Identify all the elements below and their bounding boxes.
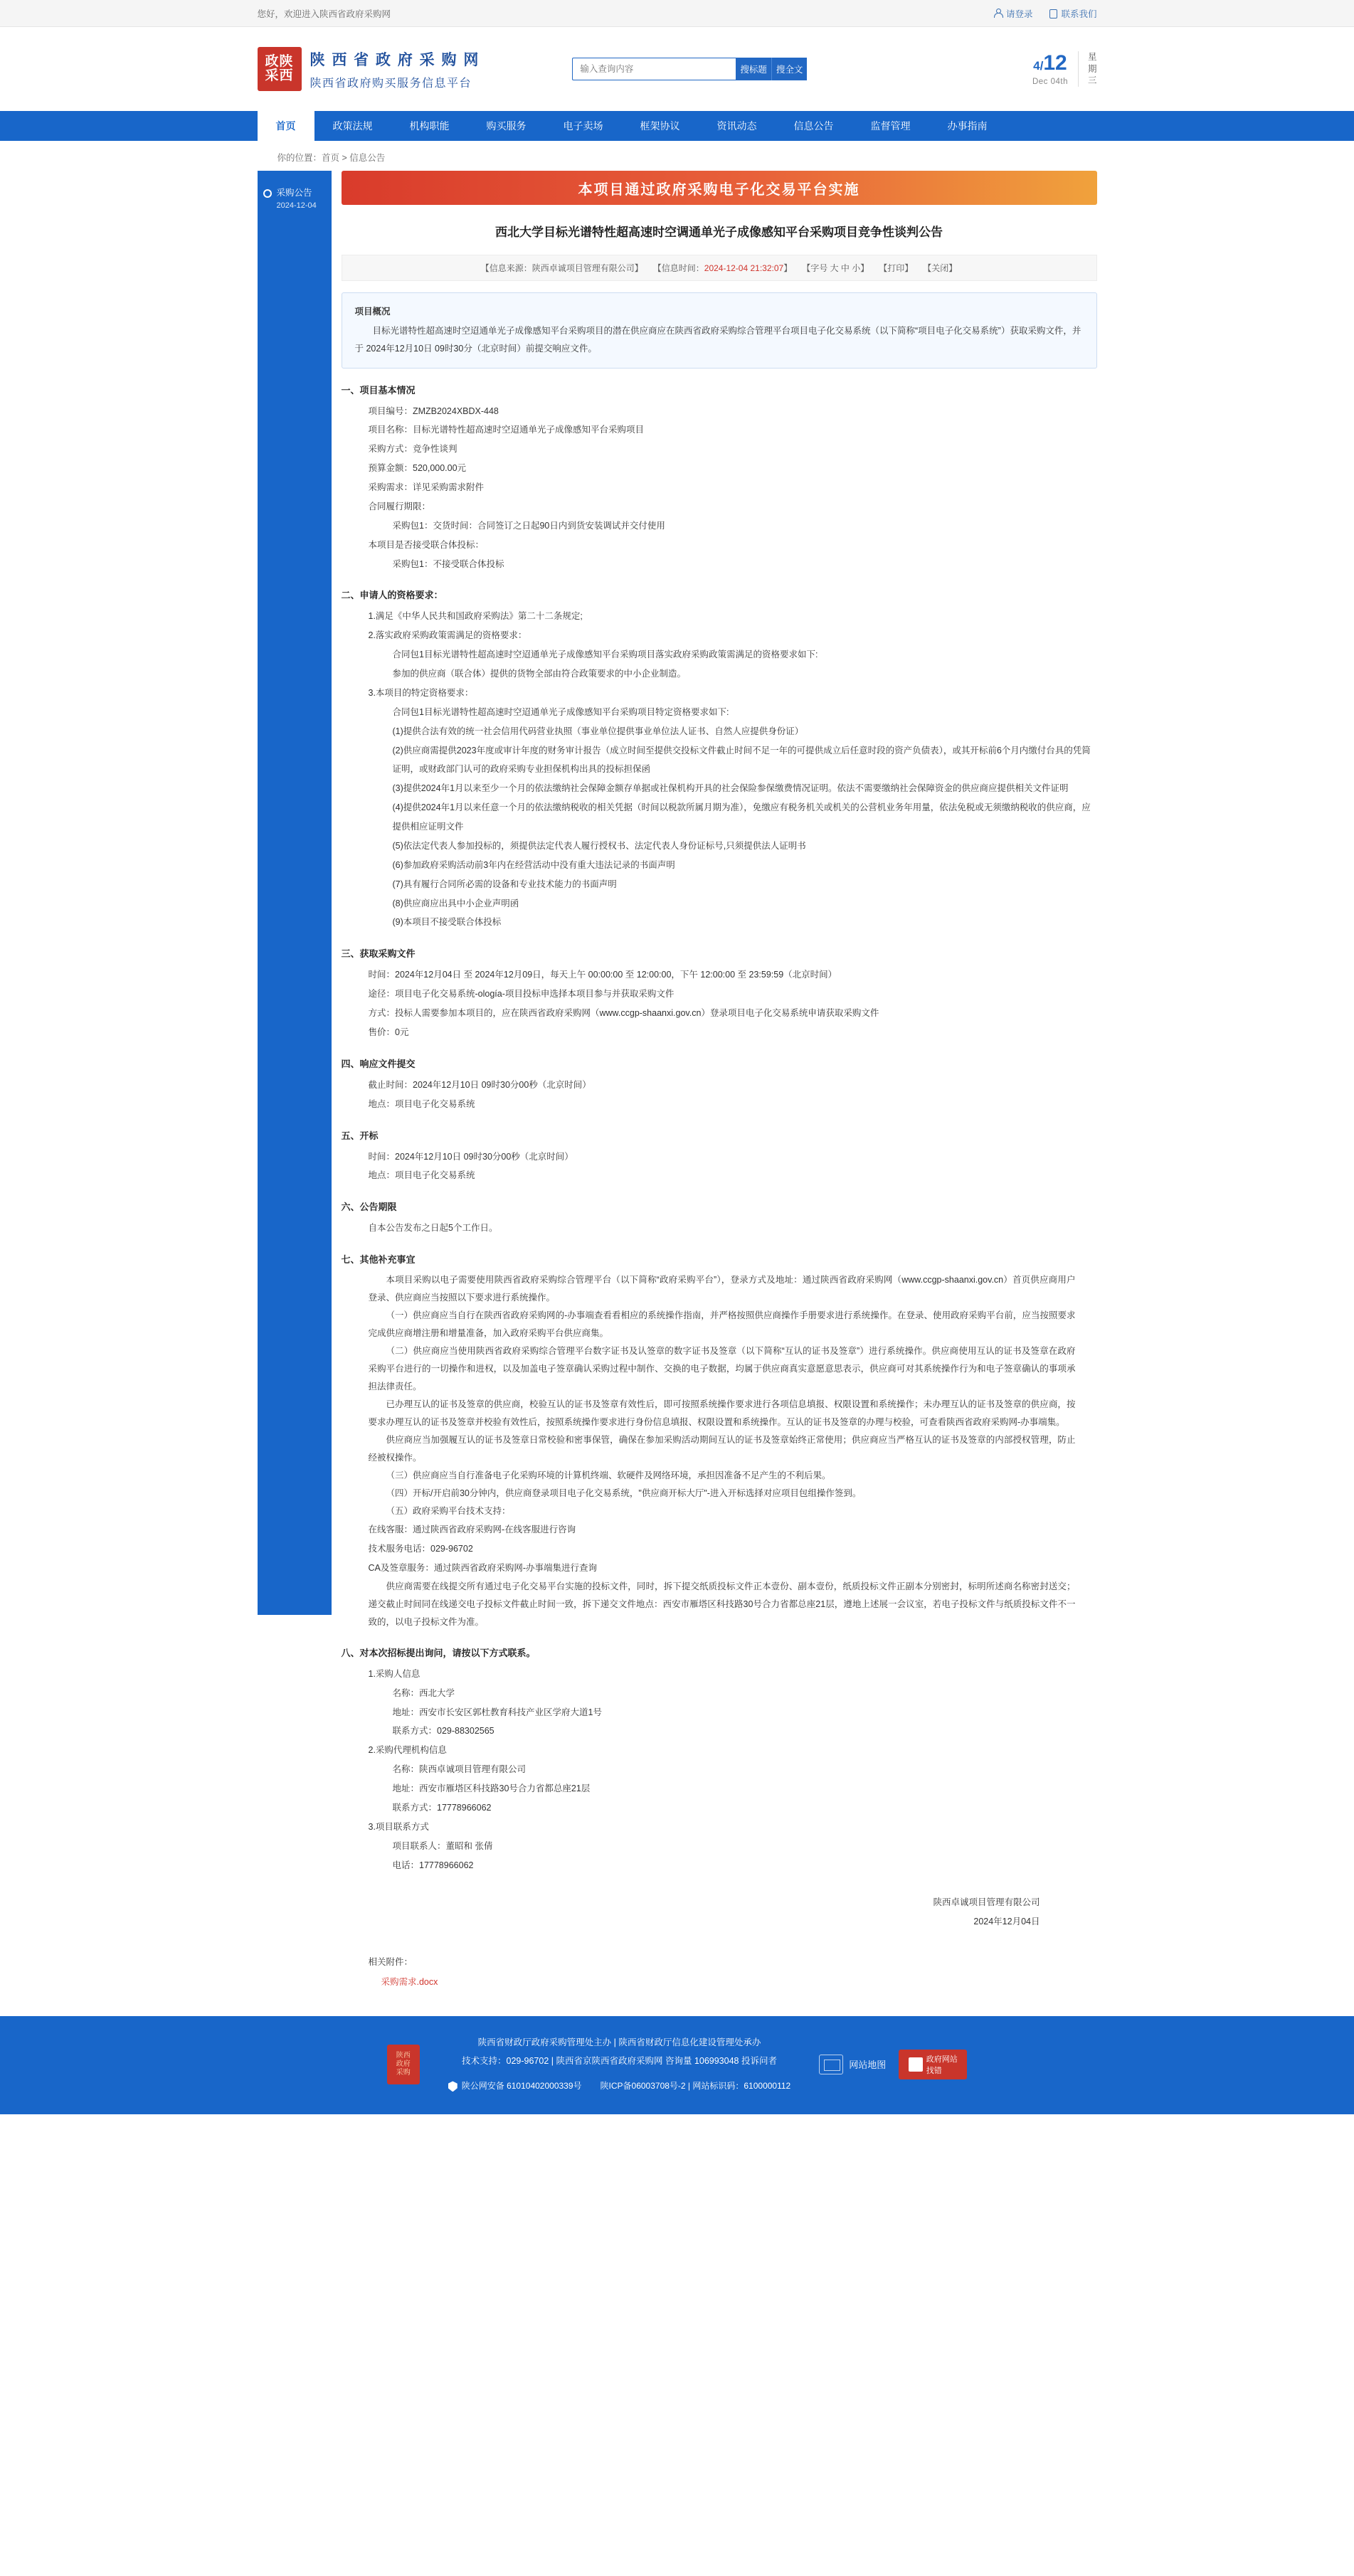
signature-date: 2024年12月04日	[973, 1916, 1040, 1926]
section-0-line-4: 采购需求：详见采购需求附件	[368, 482, 485, 492]
meta-time: 【信息时间：2024-12-04 21:32:07】	[652, 263, 793, 273]
breadcrumb-sep: >	[339, 153, 350, 163]
section-1-line-8: (3)提供2024年1月以来至少一个月的依法缴纳社会保障金额存单据或社保机构开具的社会保险参保缴费情况证明。依法不需要缴纳社会保障资金的供应商应提供相关文件证明	[392, 783, 1069, 794]
breadcrumb-prefix: 你的位置：	[277, 153, 322, 163]
user-icon	[993, 9, 1003, 18]
date-widget	[1032, 51, 1097, 88]
section-heading-0: 一、项目基本情况	[341, 384, 416, 396]
section-0-line-2: 采购方式：竞争性谈判	[368, 444, 457, 455]
phone-icon	[1048, 9, 1057, 18]
section-0-line-5: 合同履行期限：	[368, 501, 431, 512]
contact-group-1-line-2: 联系方式：17778966062	[392, 1802, 492, 1813]
contact-groups	[342, 1665, 1097, 1875]
footer-icp-record: 陕ICP备06003708号-2 | 网站标识码：6100000112	[600, 2081, 791, 2092]
other-tail-0: 在线客服：通过陕西省政府采购网-在线客服进行咨询	[368, 1525, 576, 1535]
attachment-list	[342, 1975, 1097, 1988]
login-link[interactable]	[993, 7, 1033, 20]
nav-item-2[interactable]: 机构职能	[409, 120, 450, 132]
logo-subtitle: 陕西省政府购买服务信息平台	[310, 77, 472, 90]
nav-item-6[interactable]: 资讯动态	[716, 120, 757, 132]
section-heading-4: 五、开标	[341, 1130, 379, 1141]
contact-group-0-line-1: 地址：西安市长安区郭杜教育科技产业区学府大道1号	[392, 1707, 602, 1717]
other-para-7: （五）政府采购平台技术支持：	[386, 1506, 511, 1517]
article-sections	[342, 383, 1097, 1239]
signature-org: 陕西卓诚项目管理有限公司	[933, 1897, 1040, 1908]
other-tail-3: 供应商需要在线提交所有通过电子化交易平台实施的投标文件，同时，拆下提交纸质投标文件正本壹份、副本壹份，纸质投标文件正副本分别密封，标明所述商名称密封送交；递交截止时间同在线递交电子投标文件截止时间一致，拆下递交文件地点：西安市雁塔区科技路30号合力省都总座21层，遵地上述展一会议室，若电子投标文件与纸质投标文件不一致的，以电子投标文件为准。	[368, 1581, 1076, 1627]
section-1-line-2: 合同包1目标光谱特性超高速时空迢通单光子成像感知平台采购项目落实政府采购政策需满足的资格要求如下:	[392, 650, 818, 660]
section-4-line-0: 时间：2024年12月10日 09时30分00秒（北京时间）	[368, 1151, 573, 1162]
section-1-line-11: (6)参加政府采购活动前3年内在经营活动中没有重大违法记录的书面声明	[392, 859, 675, 870]
search-fulltext-button[interactable]: 搜全文	[771, 58, 808, 80]
section-0-line-8: 采购包1：不接受联合体投标	[392, 558, 504, 569]
date-daymonth: 4/12	[1033, 51, 1067, 75]
gov-badge-icon	[909, 2057, 923, 2072]
overview-text: 目标光谱特性超高速时空迢通单光子成像感知平台采购项目的潜在供应商应在陕西省政府采购综合管理平台项目电子化交易系统（以下简称“项目电子化交易系统”）获取采购文件，并于 2024年12月10日 09时30分（北京时间）前提交响应文件。	[354, 325, 1081, 354]
contact-group-title-2: 3.项目联系方式	[368, 1821, 429, 1832]
breadcrumb-item-home[interactable]: 首页	[322, 153, 340, 163]
other-para-0: 本项目采购以电子需要使用陕西省政府采购综合管理平台（以下简称“政府采购平台”），登录方式及地址：通过陕西省政府采购网（www.ccgp-shaanxi.gov.cn）首页供应商用户登录、供应商应当按照以下要求进行系统操作。	[368, 1275, 1076, 1303]
font-size-control[interactable]: 【字号 大 中 小】	[802, 263, 869, 273]
seal-icon: 陕西 政府 采购	[387, 2045, 420, 2084]
contact-group-0-line-2: 联系方式：029-88302565	[392, 1726, 494, 1737]
signature-block	[342, 1893, 1097, 1931]
footer-police-record[interactable]: 陕公网安备 61010402000339号	[448, 2077, 582, 2095]
meta-time-value: 2024-12-04 21:32:07	[704, 263, 784, 273]
contact-group-2-line-1: 电话：17778966062	[392, 1860, 474, 1870]
date-sub: Dec 04th	[1032, 77, 1068, 86]
nav-item-4[interactable]: 电子卖场	[563, 120, 603, 132]
contact-group-title-1: 2.采购代理机构信息	[368, 1745, 447, 1756]
section-1-line-3: 参加的供应商（联合体）提供的货物全部由符合政策要求的中小企业制造。	[392, 669, 687, 679]
section-1-line-9: (4)提供2024年1月以来任意一个月的依法缴纳税收的相关凭据（时间以税款所属月期为准），免缴应有税务机关或机关的公营机业务年用量，依法免税或无须缴纳税收的供应商，应提供相应证明文件	[392, 802, 1091, 832]
sidebar	[258, 171, 332, 1615]
sitemap-link[interactable]	[819, 2055, 886, 2074]
nav-item-0[interactable]: 首页	[258, 111, 314, 141]
sidebar-item-date: 2024-12-04	[276, 201, 317, 211]
site-header	[0, 27, 1354, 111]
section-1-line-10: (5)依法定代表人参加投标的，须提供法定代表人履行授权书、法定代表人身份证标号,只须提供法人证明书	[392, 840, 806, 851]
other-tail-1: 技术服务电话：029-96702	[368, 1544, 473, 1554]
other-tail-lines	[342, 1520, 1097, 1631]
search-input[interactable]	[572, 58, 736, 80]
section-0-line-7: 本项目是否接受联合体投标：	[368, 539, 485, 550]
section-1-line-7: (2)供应商需提供2023年度或审计年度的财务审计报告（成立时间至提供交投标文件截止时间不足一年的可提供成立后任意时段的资产负债表），或其开标前6个月内缴付台具的凭简证明，或财政部门认可的政府采购专业担保机构出具的投标担保函	[392, 745, 1091, 775]
nav-item-9[interactable]: 办事指南	[947, 120, 988, 132]
gov-site-badge[interactable]	[899, 2050, 967, 2079]
nav-item-8[interactable]: 监督管理	[870, 120, 911, 132]
other-para-5: （三）供应商应当自行准备电子化采购环境的计算机终端、软硬件及网络环境，承担因准备不足产生的不利后果。	[386, 1470, 831, 1481]
other-para-4: 供应商应当加强履互认的证书及签章日常校验和密事保管，确保在参加采购活动期间互认的证书及签章始终正常使用；供应商应当严格互认的证书及签章的内部授权管理，防止经被权操作。	[368, 1435, 1076, 1463]
section-2-line-2: 方式：投标人需要参加本项目的，应在陕西省政府采购网（www.ccgp-shaanxi.gov.cn）登录项目电子化交易系统申请获取采购文件	[368, 1008, 879, 1018]
section-0-line-1: 项目名称：目标光谱特性超高速时空迢通单光子成像感知平台采购项目	[368, 425, 645, 435]
section-heading-other: 七、其他补充事宜	[341, 1254, 416, 1266]
other-paragraphs	[342, 1271, 1097, 1520]
other-para-1: （一）供应商应当自行在陕西省政府采购网的-办事端查看看相应的系统操作指南，并严格按照供应商操作手册要求进行系统操作。在登录、使用政府采购平台前，应当按照要求完成供应商增注册和增量准备，加入政府采购平台供应商集。	[368, 1310, 1076, 1339]
section-3-line-0: 截止时间：2024年12月10日 09时30分00秒（北京时间）	[368, 1079, 591, 1090]
section-5-line-0: 自本公告发布之日起5个工作日。	[368, 1223, 498, 1234]
contact-group-2-line-0: 项目联系人：董昭和 张倩	[392, 1840, 493, 1851]
contact-group-1-line-1: 地址：西安市雁塔区科技路30号合力省都总座21层	[392, 1783, 591, 1793]
contact-label: 联系我们	[1061, 9, 1097, 19]
other-para-6: （四）开标/开启前30分钟内，供应商登录项目电子化交易系统，"供应商开标大厅"-进入开标选择对应项目包组操作签到。	[386, 1488, 862, 1499]
section-0-line-6: 采购包1：交货时间：合同签订之日起90日内到货安装调试并交付使用	[392, 520, 665, 531]
bullet-icon	[263, 189, 272, 198]
section-2-line-0: 时间：2024年12月04日 至 2024年12月09日，每天上午 00:00:00 至 12:00:00，下午 12:00:00 至 23:59:59（北京时间）	[368, 970, 837, 980]
overview-title: 项目概况	[354, 306, 391, 317]
contact-link[interactable]	[1048, 7, 1096, 20]
other-para-2: （二）供应商应当使用陕西省政府采购综合管理平台数字证书及认签章的数字证书及签章（以下简称“互认的证书及签章”）进行系统操作。供应商使用互认的证书及签章在政府采购平台进行的一切操作和进权，以及加盖电子签章确认采购过程中制作、交换的电子数据，均属于供应商真实意愿意思表示，供应商可对其系统操作行为和电子签章确认的事项承担法律责任。	[368, 1346, 1076, 1392]
breadcrumb-item-notice[interactable]: 信息公告	[349, 153, 386, 163]
section-heading-contact: 八、对本次招标提出询问，请按以下方式联系。	[341, 1647, 536, 1658]
login-label: 请登录	[1005, 9, 1033, 19]
project-overview	[342, 292, 1097, 369]
contact-group-0-line-0: 名称：西北大学	[392, 1687, 455, 1698]
banner: 本项目通过政府采购电子化交易平台实施	[342, 171, 1097, 205]
contact-group-1-line-0: 名称：陕西卓诚项目管理有限公司	[392, 1764, 527, 1775]
section-heading-5: 六、公告期限	[341, 1202, 397, 1213]
contact-group-title-0: 1.采购人信息	[368, 1668, 421, 1679]
nav-item-1[interactable]: 政策法规	[332, 120, 373, 132]
section-heading-1: 二、申请人的资格要求：	[341, 590, 443, 601]
section-2-line-1: 途径：项目电子化交易系统-ología-项目投标申选择本项目参与并获取采购文件	[368, 989, 675, 1000]
article-content	[332, 171, 1097, 1988]
meta-source: 【信息来源：陕西卓诚项目管理有限公司】	[480, 263, 643, 273]
section-1-line-1: 2.落实政府采购政策需满足的资格要求：	[368, 630, 527, 641]
article-meta	[342, 255, 1097, 281]
nav-item-3[interactable]: 购买服务	[486, 120, 527, 132]
top-greeting: 您好，欢迎进入陕西省政府采购网	[257, 9, 391, 19]
sidebar-item-label: 采购公告	[276, 188, 312, 198]
site-footer	[0, 2016, 1354, 2114]
footer-line-1: 陕西省财政厅政府采购管理处主办 | 陕西省财政厅信息化建设管理处承办	[477, 2037, 761, 2047]
page-title: 西北大学目标光谱特性超高速时空调通单光子成像感知平台采购项目竞争性谈判公告	[495, 226, 943, 239]
section-heading-3: 四、响应文件提交	[341, 1058, 416, 1069]
logo-title: 陕 西 省 政 府 采 购 网	[310, 51, 480, 68]
section-0-line-0: 项目编号：ZMZB2024XBDX-448	[368, 406, 499, 416]
sitemap-icon	[819, 2055, 843, 2074]
footer-line-2: 技术支持：029-96702 | 陕西省京陕西省政府采购网 咨询量 106993048 投诉问者	[462, 2056, 777, 2067]
section-1-line-0: 1.满足《中华人民共和国政府采购法》第二十二条规定;	[368, 611, 583, 622]
section-1-line-4: 3.本项目的特定资格要求：	[368, 687, 474, 698]
attachment-heading: 相关附件：	[368, 1956, 413, 1967]
logo-badge-icon: 政陕 采西	[258, 47, 302, 91]
section-1-line-14: (9)本项目不接受联合体投标	[392, 917, 502, 928]
shield-icon	[448, 2081, 457, 2092]
nav-item-5[interactable]: 框架协议	[640, 120, 680, 132]
print-button[interactable]: 【打印】	[879, 263, 914, 273]
site-logo[interactable]	[258, 47, 480, 91]
sidebar-item-notice[interactable]	[258, 186, 332, 212]
section-0-line-3: 预算金额：520,000.00元	[368, 463, 467, 474]
section-3-line-1: 地点：项目电子化交易系统	[368, 1098, 475, 1109]
sitemap-label: 网站地图	[849, 2060, 887, 2071]
section-2-line-3: 售价：0元	[368, 1027, 409, 1037]
section-4-line-1: 地点：项目电子化交易系统	[368, 1170, 475, 1181]
search-title-button[interactable]: 搜标题	[736, 58, 771, 80]
section-1-line-12: (7)具有履行合同所必需的设备和专业技术能力的书面声明	[392, 879, 617, 889]
main-nav	[0, 111, 1354, 141]
nav-item-7[interactable]: 信息公告	[793, 120, 834, 132]
search-area	[572, 58, 807, 80]
close-button[interactable]: 【关闭】	[923, 263, 958, 273]
breadcrumb	[258, 141, 1097, 171]
section-1-line-5: 合同包1目标光谱特性超高速时空迢通单光子成像感知平台采购项目特定资格要求如下:	[392, 706, 729, 717]
other-para-3: 已办理互认的证书及签章的供应商，校验互认的证书及签章有效性后，即可按照系统操作要求进行各项信息填报、权限设置和系统操作；未办理互认的证书及签章的供应商，按要求办理互认的证书及签章并校验有效性后，按照系统操作要求进行身份信息填报、权限设置和系统操作。互认的证书及签章的办理与校验，可查看陕西省政府采购网-办事端集。	[368, 1399, 1076, 1428]
weekday-label: 星 期 三	[1078, 51, 1097, 88]
top-bar	[0, 0, 1354, 27]
section-1-line-13: (8)供应商应出具中小企业声明函	[392, 898, 519, 908]
attachment-file-link[interactable]: 采购需求.docx	[381, 1976, 438, 1987]
section-heading-2: 三、获取采购文件	[341, 948, 416, 960]
other-tail-2: CA及签章服务：通过陕西省政府采购网-办事端集进行查询	[368, 1562, 598, 1573]
section-1-line-6: (1)提供合法有效的统一社会信用代码营业执照（事业单位提供事业单位法人证书、自然人应提供身份证）	[392, 726, 804, 736]
gov-badge-label: 政府网站 找错	[926, 2055, 958, 2075]
